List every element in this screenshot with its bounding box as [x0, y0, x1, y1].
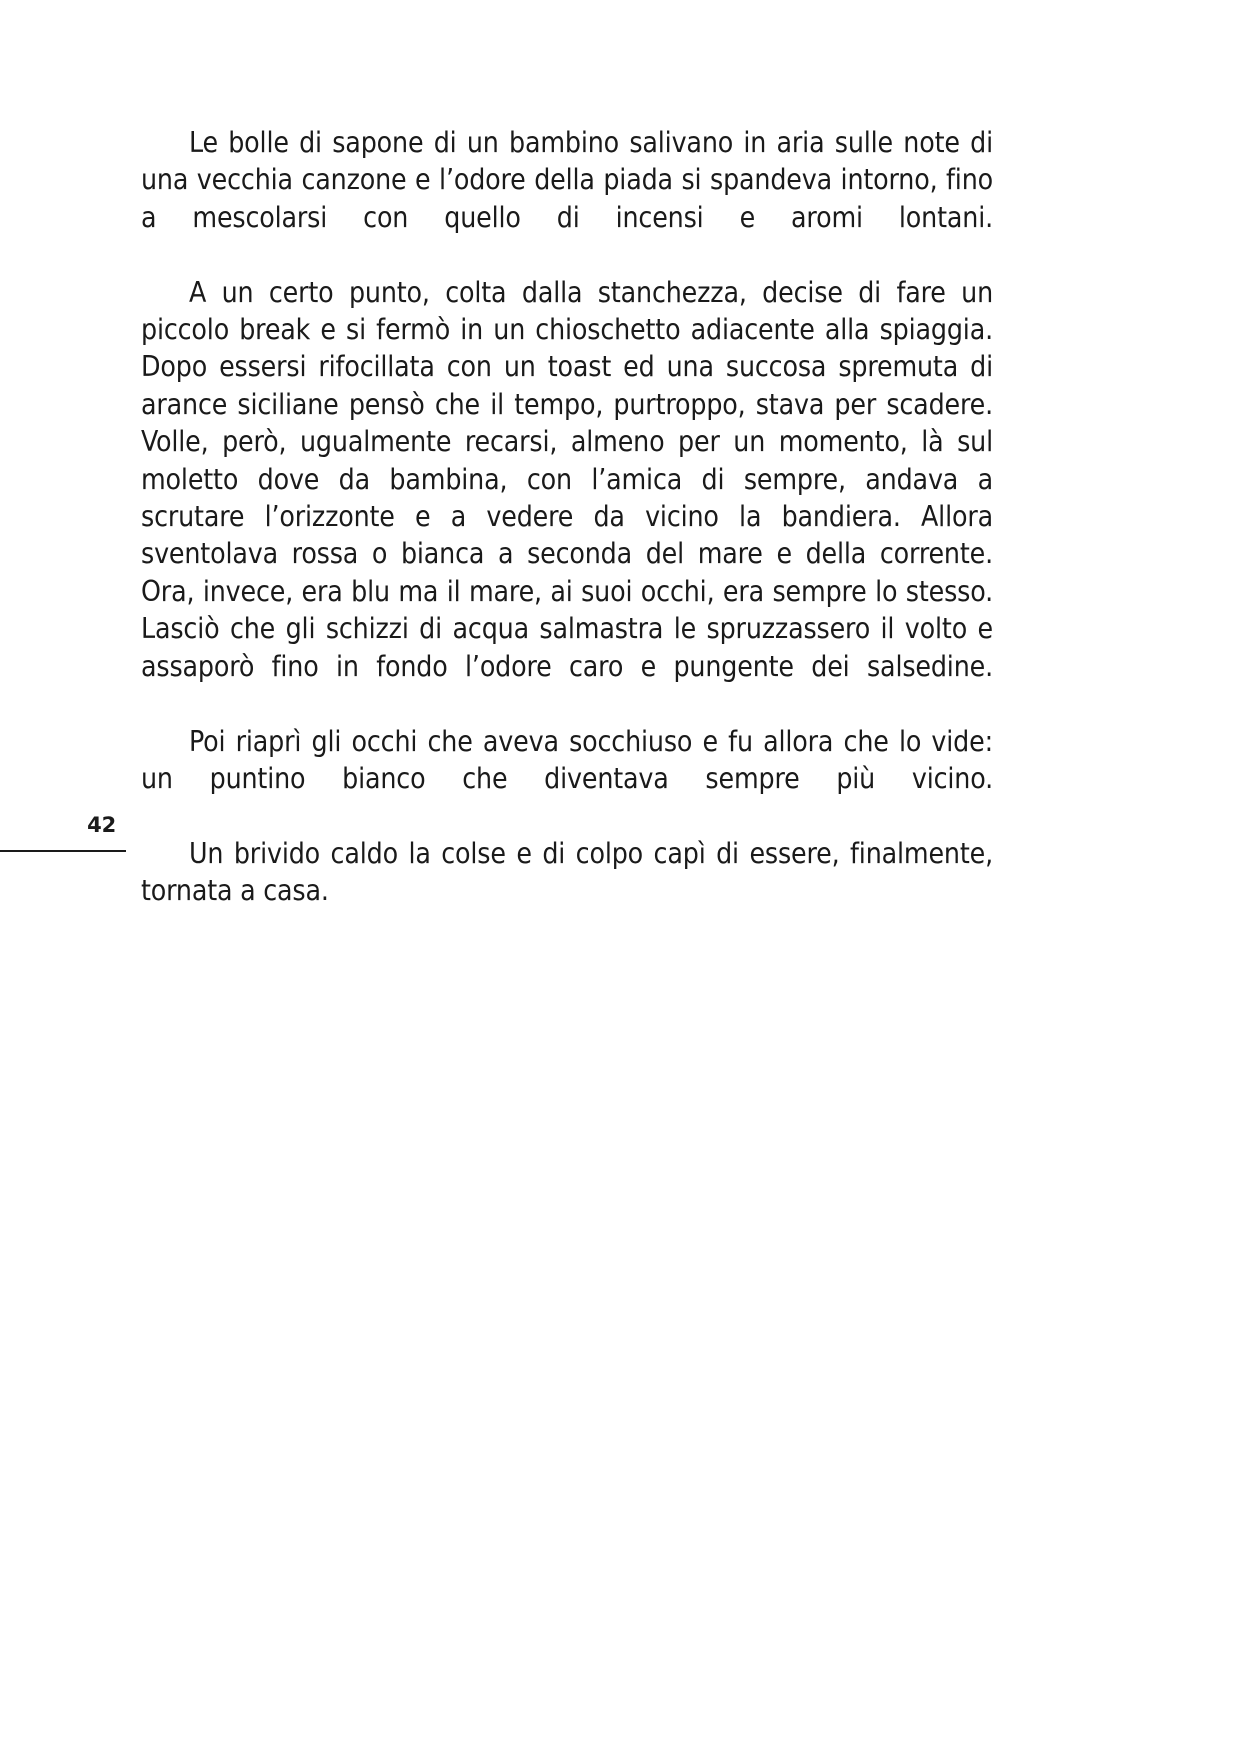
body-text-column: [141, 124, 993, 910]
paragraph: Un brivido caldo la colse e di colpo capì di essere, finalmente, tornata a casa.: [141, 836, 993, 908]
paragraph: Le bolle di sapone di un bambino salivano in aria sulle note di una vecchia canzone e l’odore della piada si spandeva intorno, fino a mescolarsi con quello di incensi e aromi lontani.: [141, 126, 993, 234]
folio: [0, 815, 126, 857]
paragraph: A un certo punto, colta dalla stanchezza, decise di fare un piccolo break e si fermò in un chioschetto adiacente alla spiaggia. Dopo essersi rifocillata con un toast ed una succosa spremuta di arance siciliane pensò che il tempo, purtroppo, stava per scadere. Volle, però, ugualmente recarsi, almeno per un momento, là sul moletto dove da bambina, con l’amica di sempre, andava a scrutare l’orizzonte e a vedere da vicino la bandiera. Allora sventolava rossa o bianca a seconda del mare e della corrente. Ora, invece, era blu ma il mare, ai suoi occhi, era sempre lo stesso. Lasciò che gli schizzi di acqua salmastra le spruzzassero il volto e assaporò fino in fondo l’odore caro e pungente dei salsedine.: [141, 275, 993, 683]
page-number: 42: [87, 813, 116, 837]
folio-rule: [0, 850, 126, 852]
paragraph: Poi riaprì gli occhi che aveva socchiuso e fu allora che lo vide: un puntino bianco che diventava sempre più vicino.: [141, 724, 993, 795]
